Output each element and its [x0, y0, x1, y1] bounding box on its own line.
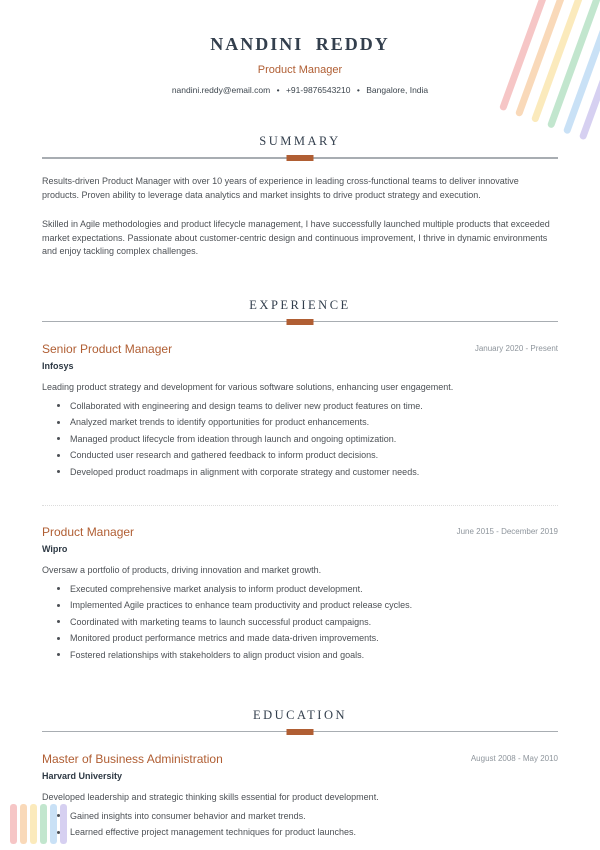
- job-company: Wipro: [42, 543, 68, 554]
- stripe-purple: [579, 0, 600, 140]
- degree-bullet-list: [42, 810, 558, 839]
- job-summary: Oversaw a portfolio of products, driving innovation and market growth.: [42, 564, 322, 575]
- stripe-blue: [563, 0, 600, 135]
- education-section: [42, 708, 558, 839]
- job-entry: [42, 342, 558, 478]
- divider-accent-block: [287, 319, 314, 325]
- bullet-item: Fostered relationships with stakeholders to align product vision and goals.: [42, 649, 558, 661]
- experience-section: [42, 298, 558, 661]
- degree-entry: [42, 752, 558, 839]
- degree-entry-header: [42, 752, 558, 766]
- contact-separator: •: [356, 85, 360, 95]
- divider-accent-block: [287, 729, 314, 735]
- job-dates: January 2020 - Present: [474, 344, 558, 353]
- entry-divider: [42, 505, 558, 506]
- candidate-job-title: Product Manager: [257, 64, 343, 76]
- contact-line: [42, 85, 558, 95]
- job-company: Infosys: [42, 360, 74, 371]
- summary-section: [42, 134, 558, 259]
- contact-phone: +91-9876543210: [285, 85, 351, 95]
- experience-heading: EXPERIENCE: [249, 297, 351, 312]
- summary-heading: SUMMARY: [259, 134, 341, 148]
- contact-location: Bangalore, India: [366, 85, 429, 95]
- stripe-pink: [10, 804, 17, 844]
- job-summary: Leading product strategy and development for various software solutions, enhancing user engagement.: [42, 381, 454, 392]
- education-heading: EDUCATION: [252, 707, 348, 722]
- bullet-item: Executed comprehensive market analysis to inform product development.: [42, 583, 558, 595]
- stripe-orange: [20, 804, 27, 844]
- bullet-item: Coordinated with marketing teams to launch successful product campaigns.: [42, 616, 558, 628]
- bullet-item: Learned effective project management techniques for product launches.: [42, 826, 558, 838]
- section-divider: [42, 731, 558, 733]
- job-dates: June 2015 - December 2019: [456, 527, 558, 536]
- divider-accent-block: [287, 155, 314, 161]
- candidate-name: NANDINI REDDY: [210, 34, 390, 54]
- bullet-item: Gained insights into consumer behavior and market trends.: [42, 810, 558, 822]
- degree-summary: Developed leadership and strategic thinking skills essential for product development.: [42, 791, 379, 802]
- contact-separator: •: [276, 85, 280, 95]
- bullet-item: Analyzed market trends to identify opportunities for product enhancements.: [42, 416, 558, 428]
- job-entry-header: [42, 342, 558, 356]
- degree-dates: August 2008 - May 2010: [470, 754, 558, 763]
- bullet-item: Developed product roadmaps in alignment with corporate strategy and customer needs.: [42, 466, 558, 478]
- job-bullet-list: [42, 400, 558, 478]
- bullet-item: Conducted user research and gathered feedback to inform product decisions.: [42, 449, 558, 461]
- job-entry: [42, 525, 558, 661]
- bullet-item: Managed product lifecycle from ideation through launch and ongoing optimization.: [42, 433, 558, 445]
- job-title: Senior Product Manager: [42, 341, 173, 356]
- bullet-item: Implemented Agile practices to enhance team productivity and product release cycles.: [42, 599, 558, 611]
- job-title: Product Manager: [42, 524, 135, 539]
- summary-paragraph: Skilled in Agile methodologies and product lifecycle management, I have successfully launched multiple products that exceeded market expectations. Passionate about customer-centric design and continuous improvement, I thrive in dynamic environments and enjoy tackling complex challenges.: [42, 219, 550, 256]
- degree-title: Master of Business Administration: [42, 751, 223, 766]
- summary-paragraph: Results-driven Product Manager with over 10 years of experience in leading cross-functional teams to deliver innovative products. Proven ability to leverage data analytics and market insights to drive product strategy and execution.: [42, 176, 519, 200]
- stripe-yellow: [30, 804, 37, 844]
- resume-header: [42, 34, 558, 95]
- section-divider: [42, 321, 558, 323]
- bullet-item: Monitored product performance metrics and made data-driven improvements.: [42, 632, 558, 644]
- job-bullet-list: [42, 583, 558, 661]
- job-entry-header: [42, 525, 558, 539]
- contact-email: nandini.reddy@email.com: [171, 85, 271, 95]
- section-divider: [42, 157, 558, 159]
- bullet-item: Collaborated with engineering and design teams to deliver new product features on time.: [42, 400, 558, 412]
- degree-school: Harvard University: [42, 770, 123, 781]
